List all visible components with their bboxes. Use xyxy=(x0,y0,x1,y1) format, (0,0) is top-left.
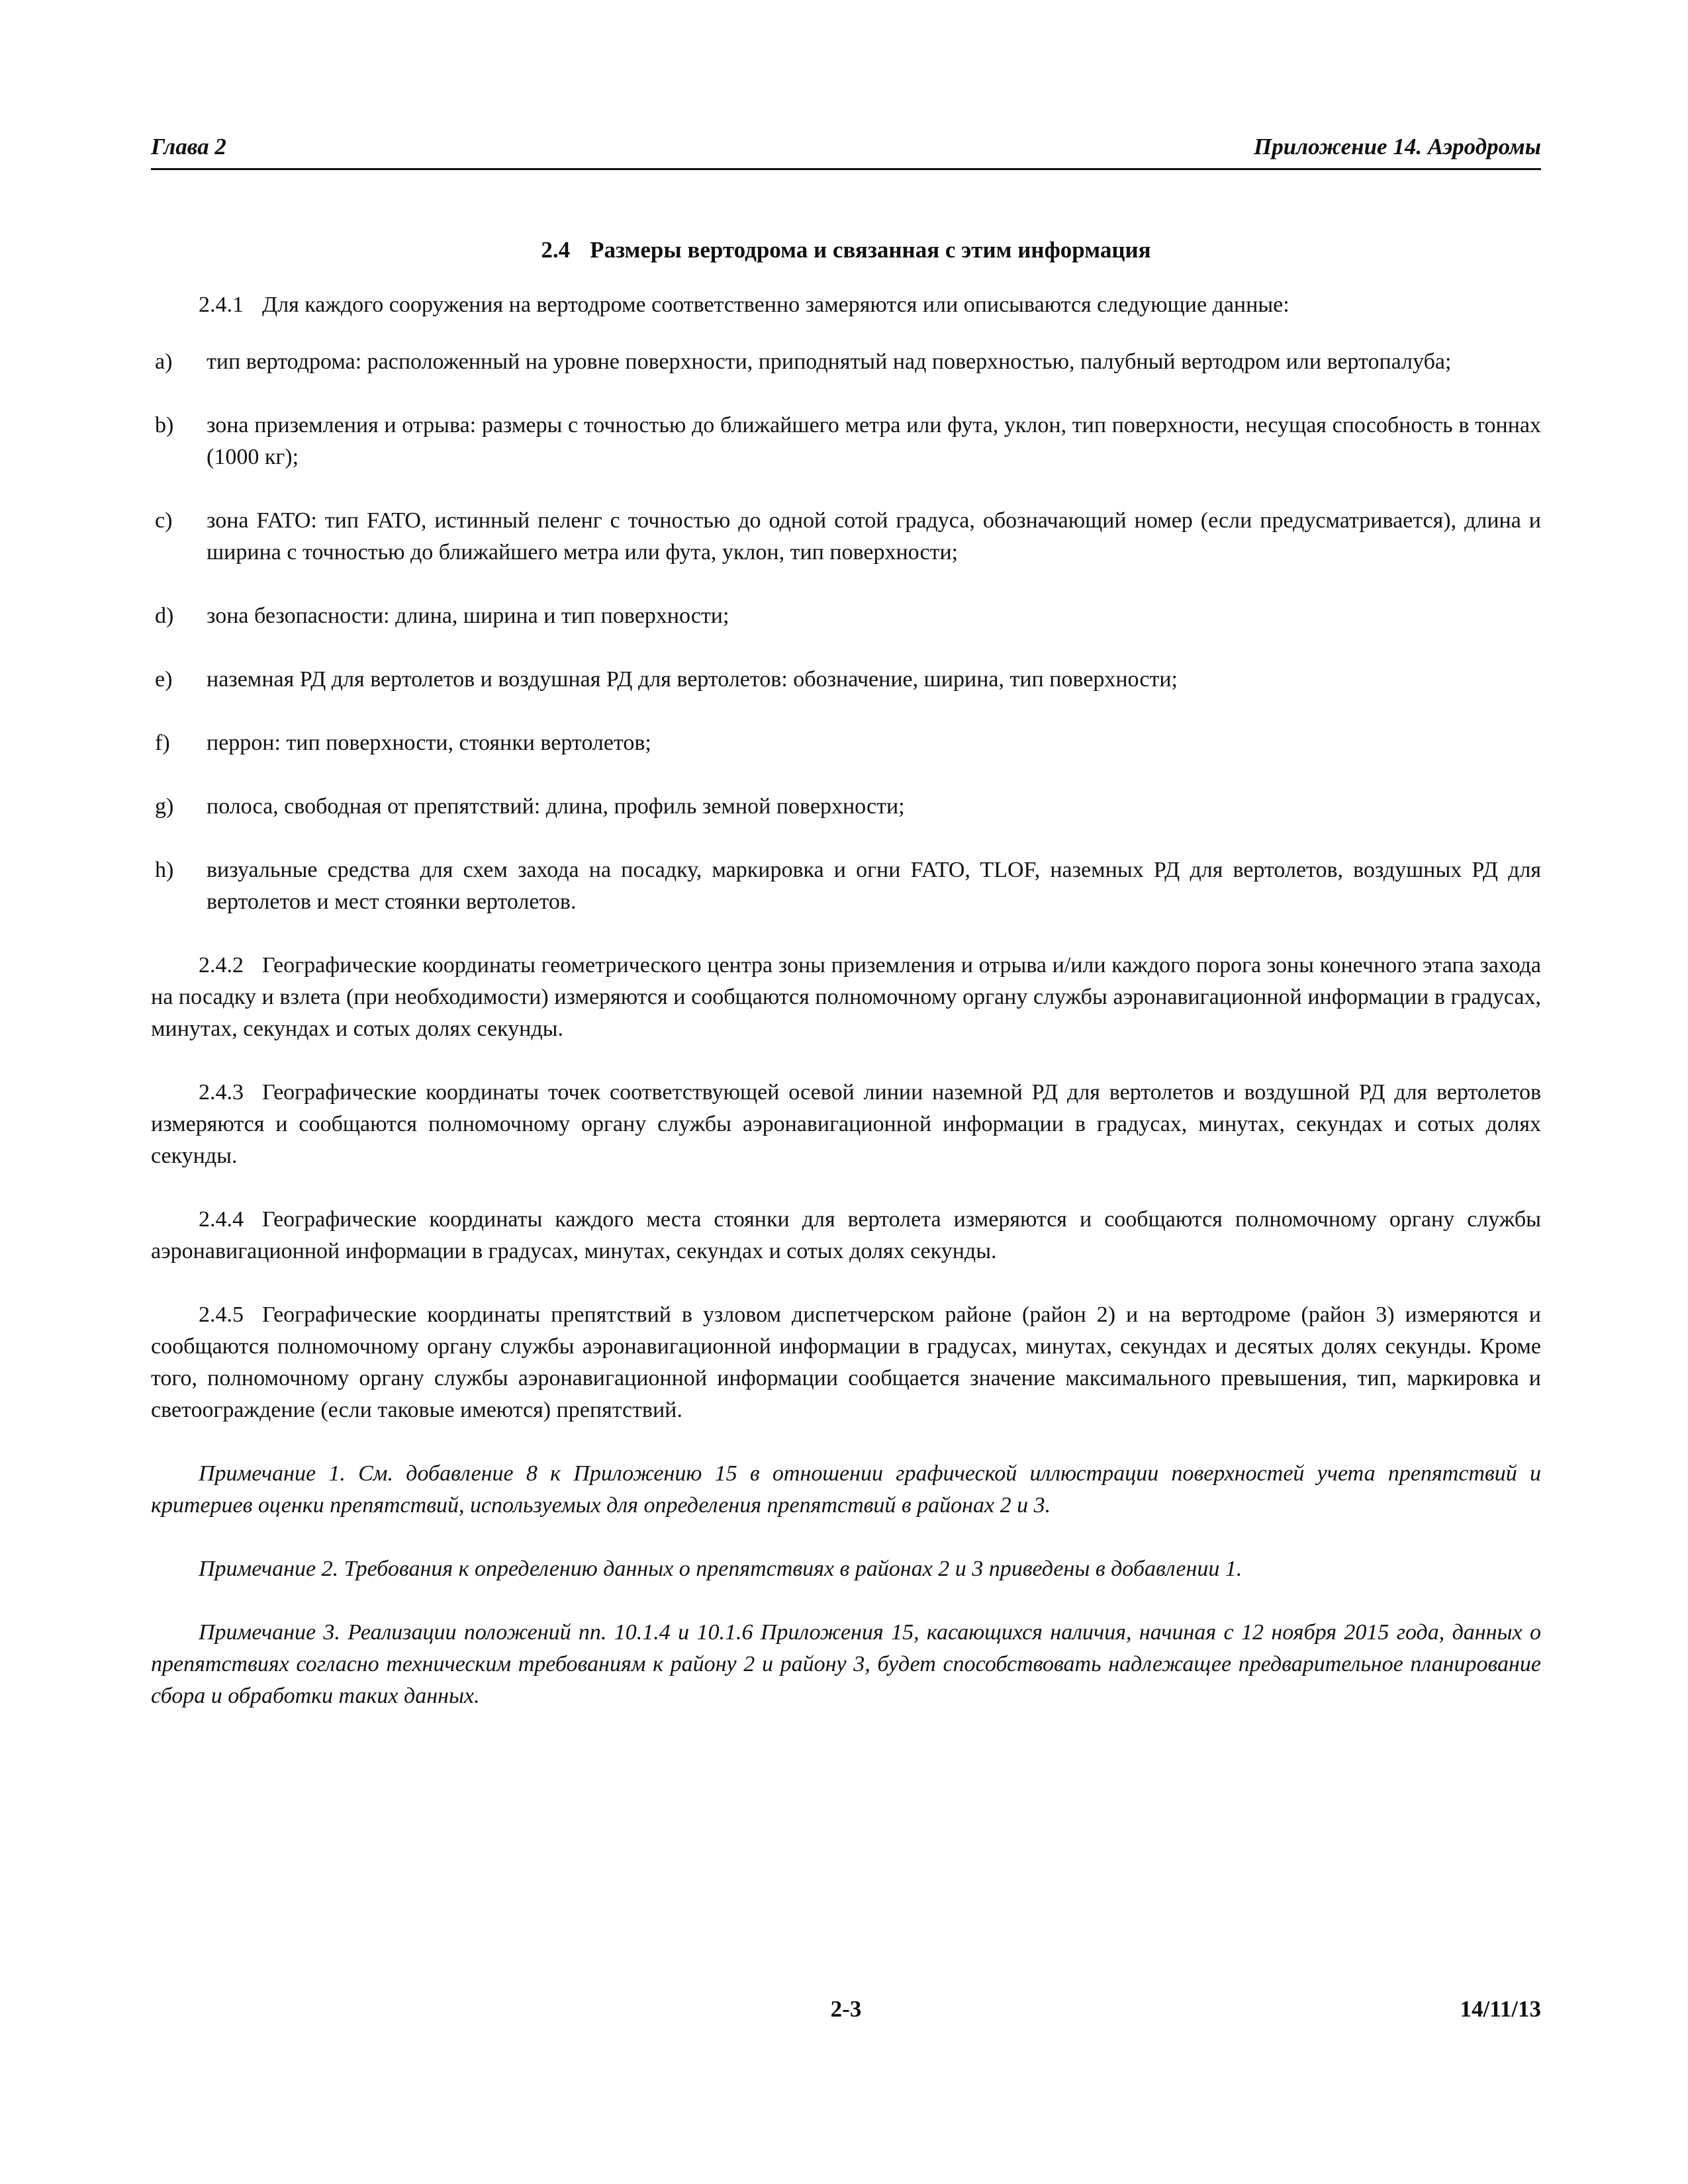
paragraph-2-4-3 xyxy=(151,1077,1541,1172)
list-item-text: зона безопасности: длина, ширина и тип поверхности; xyxy=(207,604,729,628)
paragraph-2-4-4 xyxy=(151,1204,1541,1267)
note-2: Примечание 2. Требования к определению данных о препятствиях в районах 2 и 3 приведены в добавлении 1. xyxy=(199,1557,1243,1581)
list-item-label: g) xyxy=(155,794,174,819)
list-item xyxy=(151,505,1541,569)
list-item-label: c) xyxy=(155,508,173,533)
paragraph-number: 2.4.3 xyxy=(199,1080,244,1105)
list-item-label: d) xyxy=(155,604,174,628)
list-item xyxy=(151,791,1541,823)
list-item-label: b) xyxy=(155,413,174,437)
page-number: 2-3 xyxy=(830,1996,862,2022)
paragraph-text: Для каждого сооружения на вертодроме соответственно замеряются или описываются следующие данные: xyxy=(262,293,1289,317)
chapter-label: Глава 2 xyxy=(151,134,226,159)
list-item-text: полоса, свободная от препятствий: длина, профиль земной поверхности; xyxy=(207,794,905,819)
list-item xyxy=(151,600,1541,632)
edition-date: 14/11/13 xyxy=(1460,1996,1541,2022)
paragraph-number: 2.4.1 xyxy=(199,293,244,317)
paragraph-text: Географические координаты каждого места стоянки для вертолета измеряются и сообщаются полномочному органу службы аэронавигационной информации в градусах, минутах, секундах и сотых долях секунды. xyxy=(151,1207,1541,1263)
list-item-label: a) xyxy=(155,349,173,374)
paragraph-2-4-5 xyxy=(151,1299,1541,1426)
list-item xyxy=(151,410,1541,473)
paragraph-text: Географические координаты геометрического центра зоны приземления и отрыва и/или каждого порога зоны конечного этапа захода на посадку и взлета (при необходимости) измеряются и сообщаются полномочному органу службы аэронавигационной информации в градусах, минутах, секундах и сотых долях секунды. xyxy=(151,953,1541,1041)
list-item-label: f) xyxy=(155,731,170,755)
document-page xyxy=(151,132,1541,1712)
paragraph-text: Географические координаты точек соответствующей осевой линии наземной РД для вертолетов и воздушной РД для вертолетов измеряются и сообщаются полномочному органу службы аэронавигационной информации в градусах, минутах, секундах и сотых долях секунды. xyxy=(151,1080,1541,1168)
note-3: Примечание 3. Реализации положений пп. 10.1.4 и 10.1.6 Приложения 15, касающихся наличия, начиная с 12 ноября 2015 года, данных о препятствиях согласно техническим требованиям к району 2 и району 3, будет способствовать надлежащее предварительное планирование сбора и обработки таких данных. xyxy=(151,1620,1541,1708)
list-item-text: визуальные средства для схем захода на посадку, маркировка и огни FATO, TLOF, наземных РД для вертолетов, воздушных РД для вертолетов и мест стоянки вертолетов. xyxy=(207,858,1541,914)
paragraph-2-4-2 xyxy=(151,950,1541,1045)
paragraph-number: 2.4.5 xyxy=(199,1302,244,1327)
list-item xyxy=(151,346,1541,378)
paragraph-text: Географические координаты препятствий в узловом диспетчерском районе (район 2) и на вертодроме (район 3) измеряются и сообщаются полномочному органу службы аэронавигационной информации в градусах, минутах, секундах и десятых долях секунды. Кроме того, полномочному органу службы аэронавигационной информации сообщается значение максимального превышения, тип, маркировка и светоограждение (если таковые имеются) препятствий. xyxy=(151,1302,1541,1422)
note-1: Примечание 1. См. добавление 8 к Приложению 15 в отношении графической иллюстрации поверхностей учета препятствий и критериев оценки препятствий, используемых для определения препятствий в районах 2 и 3. xyxy=(151,1461,1541,1518)
list-item-text: тип вертодрома: расположенный на уровне поверхности, приподнятый над поверхностью, палубный вертодром или вертопалуба; xyxy=(207,349,1452,374)
list-item xyxy=(151,854,1541,918)
list-item-label: h) xyxy=(155,858,174,882)
list-item-label: e) xyxy=(155,667,173,692)
paragraph-number: 2.4.2 xyxy=(199,953,244,978)
paragraph-2-4-1 xyxy=(151,289,1541,321)
list-item xyxy=(151,664,1541,696)
page-header xyxy=(151,132,1541,170)
list-item xyxy=(151,727,1541,759)
section-title xyxy=(151,235,1541,265)
list-item-text: зона приземления и отрыва: размеры с точностью до ближайшего метра или фута, уклон, тип поверхности, несущая способность в тоннах (1000 кг); xyxy=(207,413,1541,469)
section-heading: Размеры вертодрома и связанная с этим информация xyxy=(590,237,1151,263)
section-number: 2.4 xyxy=(541,237,571,263)
annex-label: Приложение 14. Аэродромы xyxy=(1253,134,1541,159)
list-item-text: перрон: тип поверхности, стоянки вертолетов; xyxy=(207,731,651,755)
list-item-text: наземная РД для вертолетов и воздушная РД для вертолетов: обозначение, ширина, тип поверхности; xyxy=(207,667,1178,692)
paragraph-number: 2.4.4 xyxy=(199,1207,244,1232)
list-item-text: зона FATO: тип FATO, истинный пеленг с точностью до одной сотой градуса, обозначающий номер (если предусматривается), длина и ширина с точностью до ближайшего метра или фута, уклон, тип поверхности; xyxy=(207,508,1541,565)
